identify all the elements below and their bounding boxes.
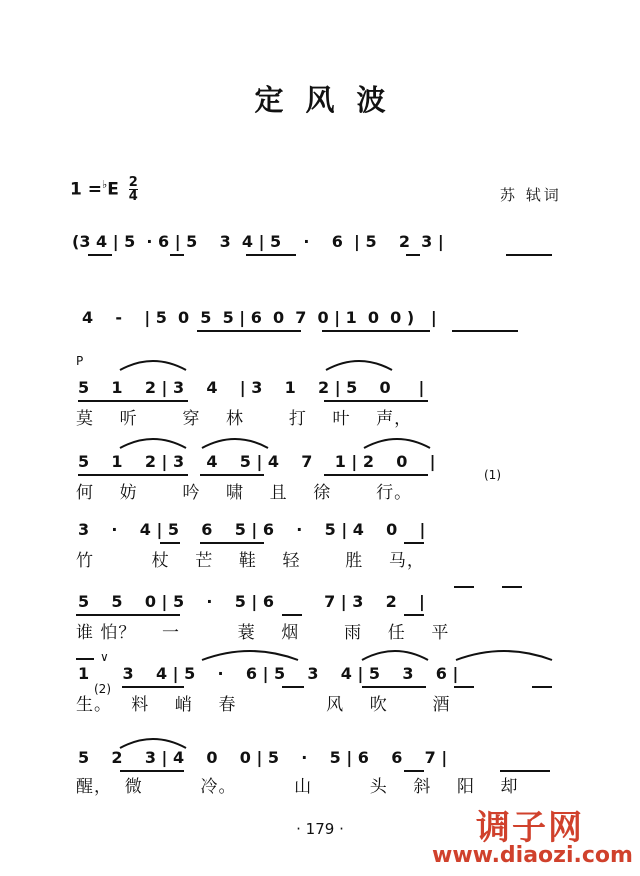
notes-line: 1 3 4 | 5 · 6 | 5 3 4 | 5 3 6 | [78, 664, 459, 683]
underline [160, 542, 180, 544]
slur [362, 434, 432, 450]
underline [322, 330, 430, 332]
lyrics-line: 醒， 微 冷。 山 头 斜 阳 却 [76, 777, 519, 797]
song-title: 定风波 [254, 83, 408, 117]
underline [532, 686, 552, 688]
notes-line: 5 1 2 | 3 4 | 3 1 2 | 5 0 | [78, 378, 425, 397]
flat-sign: ♭ [102, 177, 108, 191]
slur [118, 356, 188, 372]
lyrics-line: 莫 听 穿 林 打 叶 声， [76, 409, 413, 429]
underline [200, 474, 264, 476]
underline [362, 686, 426, 688]
footnote-1: (1) [484, 468, 501, 482]
author-credit: 苏 轼词 [500, 186, 562, 204]
key-signature [70, 176, 138, 203]
lyrics-line: 生。 料 峭 春 风 吹 酒 [76, 695, 451, 715]
time-signature [129, 176, 138, 203]
underline [170, 254, 184, 256]
underline [506, 254, 552, 256]
page-number: · 179 · [296, 820, 344, 838]
underline [78, 474, 188, 476]
slur [454, 646, 554, 662]
underline [197, 330, 301, 332]
notes-line: (3 4 | 5 · 6 | 5 3 4 | 5 · 6 | 5 2 3 | [72, 232, 444, 251]
key-tonic: E [107, 179, 119, 200]
underline [78, 400, 188, 402]
notes-line: 4 - | 5 0 5 5 | 6 0 7 0 | 1 0 0 ) | [82, 308, 437, 327]
overline [76, 658, 94, 660]
notes-line: 5 1 2 | 3 4 5 | 4 7 1 | 2 0 | [78, 452, 436, 471]
lyrics-line: 何 妨 吟 啸 且 徐 行。 [76, 483, 413, 503]
underline [246, 254, 296, 256]
notes-line: 5 2 3 | 4 0 0 | 5 · 5 | 6 6 7 | [78, 748, 448, 767]
underline [324, 474, 428, 476]
underline [324, 400, 428, 402]
underline [282, 614, 302, 616]
slur [118, 434, 188, 450]
slur [200, 434, 270, 450]
lyrics-line: 谁 怕？ 一 蓑 烟 雨 任 平 [76, 623, 450, 643]
underline [282, 686, 304, 688]
key-prefix: 1 = [70, 179, 102, 200]
overline [454, 586, 474, 588]
overline [502, 586, 522, 588]
underline [404, 614, 424, 616]
underline [88, 254, 112, 256]
underline [452, 330, 518, 332]
watermark-url: www.diaozi.com [432, 843, 633, 868]
meter-numerator: 2 [128, 175, 138, 190]
underline [406, 254, 420, 256]
underline [404, 542, 424, 544]
notes-line: 3 · 4 | 5 6 5 | 6 · 5 | 4 0 | [78, 520, 426, 539]
slur [360, 646, 430, 662]
lyrics-line: 竹 杖 芒 鞋 轻 胜 马， [76, 551, 425, 571]
meter-denominator: 4 [128, 189, 138, 204]
underline [200, 542, 264, 544]
underline [122, 686, 184, 688]
breath-mark: ∨ [100, 650, 109, 664]
notes-line: 5 5 0 | 5 · 5 | 6 7 | 3 2 | [78, 592, 425, 611]
watermark-logo-text: 调子网 [476, 808, 584, 848]
dynamic-piano: P [76, 354, 84, 368]
slur [200, 646, 300, 662]
slur [324, 356, 394, 372]
footnote-2: (2) [94, 682, 111, 696]
underline [454, 686, 474, 688]
underline [76, 614, 180, 616]
